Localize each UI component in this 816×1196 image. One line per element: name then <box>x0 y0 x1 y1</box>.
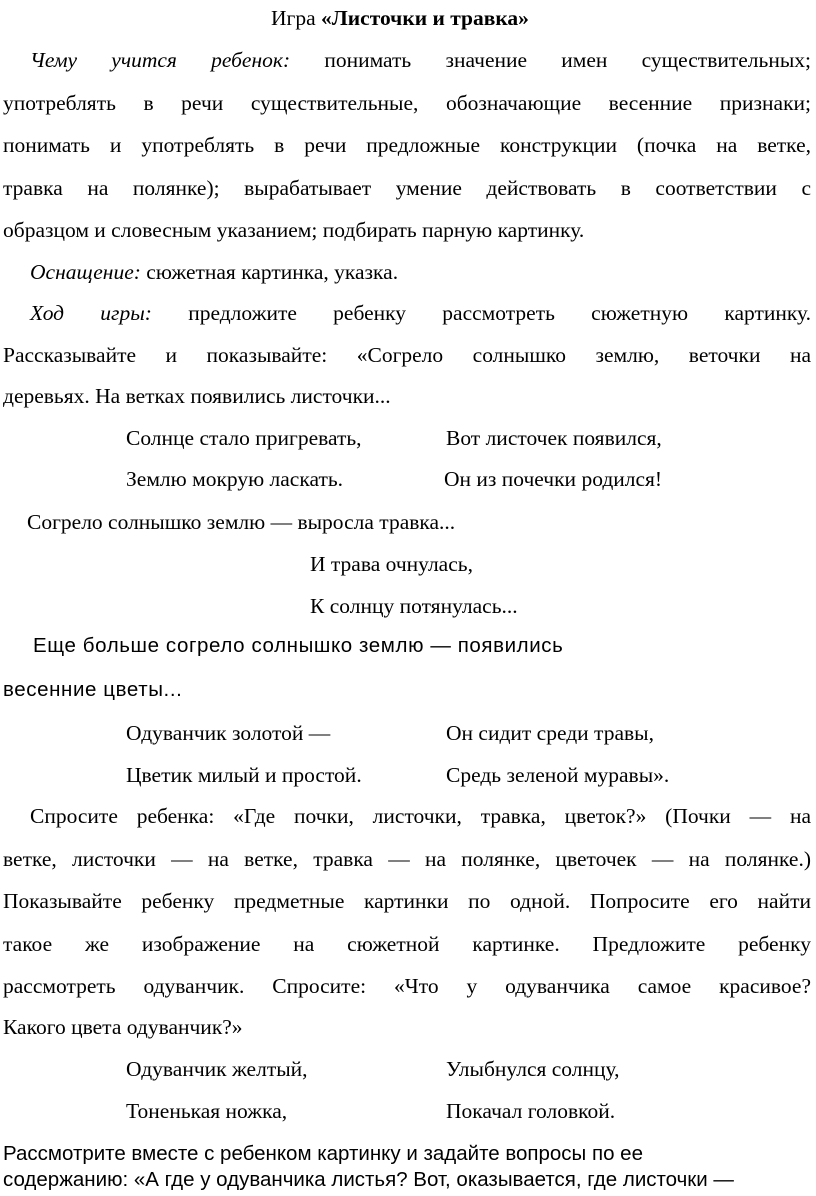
page-title <box>271 6 529 30</box>
paragraph-learning-line-4 <box>3 176 811 200</box>
paragraph-learning-line-2 <box>3 91 811 115</box>
paragraph-consider-line-1: Рассмотрите вместе с ребенком картинку и задайте вопросы по ее <box>3 1142 643 1165</box>
poem4-right-1: Улыбнулся солнцу, <box>446 1057 620 1081</box>
text-span: понимать значение имен существительных; <box>324 48 811 72</box>
poem1-left-1: Солнце стало пригревать, <box>126 426 362 450</box>
paragraph-ask-line-4: такое же изображение на сюжетной картинке. Предложите ребенку <box>3 932 811 956</box>
poem2-line-2: К солнцу потянулась... <box>310 594 518 618</box>
paragraph-equipment <box>30 260 398 284</box>
paragraph-ask-line-1: Спросите ребенка: «Где почки, листочки, травка, цветок?» (Почки — на <box>30 804 811 828</box>
label-what-child-learns: Чему учится ребенок: <box>30 48 291 72</box>
paragraph-flowers-line-1: Еще больше согрело солнышко землю — появились <box>33 634 564 657</box>
paragraph-game-course-line-1 <box>30 301 811 325</box>
poem4-left-1: Одуванчик желтый, <box>126 1057 308 1081</box>
text-span: травка на полянке); вырабатывает умение действовать в соответствии с <box>3 176 811 200</box>
paragraph-flowers-line-2: весенние цветы... <box>3 678 183 701</box>
text-span: понимать и употреблять в речи предложные конструкции (почка на ветке, <box>3 133 811 157</box>
poem3-left-1: Одуванчик золотой — <box>126 721 331 745</box>
paragraph-learning-line-1 <box>30 48 811 72</box>
poem2-line-1: И трава очнулась, <box>310 552 473 576</box>
poem1-right-2: Он из почечки родился! <box>444 467 663 491</box>
poem3-left-2: Цветик милый и простой. <box>126 763 362 787</box>
text-span: Рассказывайте и показывайте: «Согрело солнышко землю, веточки на <box>3 343 811 367</box>
poem1-right-1: Вот листочек появился, <box>446 426 662 450</box>
paragraph-consider-line-2: содержанию: «А где у одуванчика листья? Вот, оказывается, где листочки — <box>3 1168 734 1191</box>
paragraph-ask-line-2: ветке, листочки — на ветке, травка — на полянке, цветочек — на полянке.) <box>3 847 811 871</box>
paragraph-learning-line-5 <box>3 218 584 242</box>
text-span: предложите ребенку рассмотреть сюжетную картинку. <box>188 301 811 325</box>
poem3-right-2: Средь зеленой муравы». <box>446 763 670 787</box>
label-game-course: Ход игры: <box>30 301 152 325</box>
text-span: употреблять в речи существительные, обозначающие весенние признаки; <box>3 91 811 115</box>
paragraph-learning-line-3 <box>3 133 811 157</box>
text-span: образцом и словесным указанием; подбирать парную картинку. <box>3 218 585 242</box>
text-span: сюжетная картинка, указка. <box>140 260 399 284</box>
label-equipment: Оснащение: <box>30 260 141 284</box>
poem4-left-2: Тоненькая ножка, <box>126 1099 288 1123</box>
title-prefix: Игра <box>271 6 322 30</box>
paragraph-ask-line-3: Показывайте ребенку предметные картинки по одной. Попросите его найти <box>3 889 811 913</box>
paragraph-game-course-line-2 <box>3 343 811 367</box>
poem4-right-2: Покачал головкой. <box>446 1099 616 1123</box>
paragraph-ask-line-6: Какого цвета одуванчик?» <box>3 1015 243 1039</box>
text-span: деревьях. На ветках появились листочки... <box>3 384 391 408</box>
paragraph-grass: Согрело солнышко землю — выросла травка... <box>27 510 456 534</box>
poem3-right-1: Он сидит среди травы, <box>446 721 654 745</box>
title-game-name: «Листочки и травка» <box>321 6 529 30</box>
paragraph-ask-line-5: рассмотреть одуванчик. Спросите: «Что у одуванчика самое красивое? <box>3 974 811 998</box>
poem1-left-2: Землю мокрую ласкать. <box>126 467 344 491</box>
paragraph-game-course-line-3 <box>3 384 391 408</box>
